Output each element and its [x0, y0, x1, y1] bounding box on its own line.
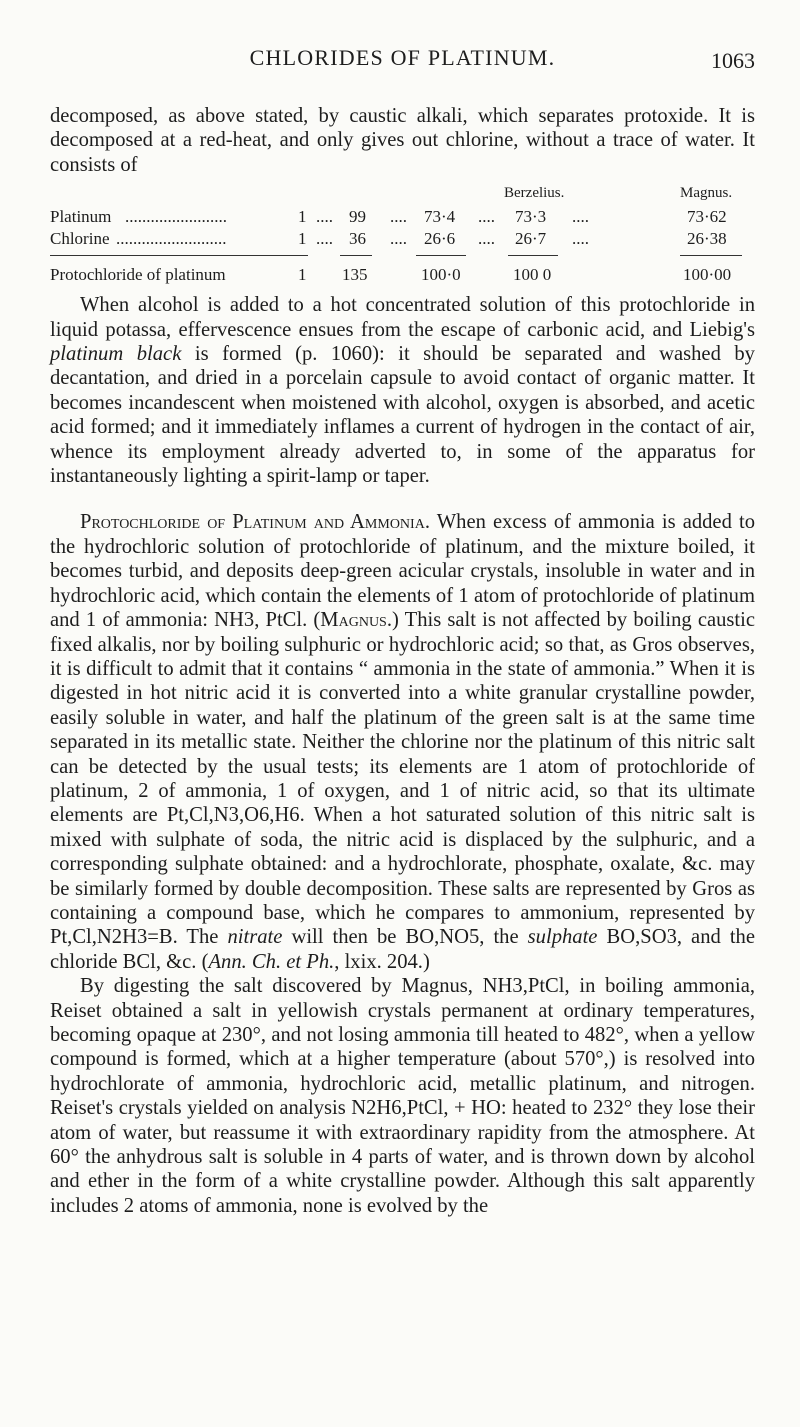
page-number: 1063: [711, 48, 755, 73]
row-chlorine-leader-2: ....: [390, 229, 407, 249]
composition-table: [50, 181, 755, 293]
running-title: CHLORIDES OF PLATINUM.: [249, 45, 556, 70]
row-chlorine-atoms: 1: [298, 229, 307, 249]
book-page: [50, 0, 755, 1218]
section-heading: Protochloride of Platinum and Ammonia.: [80, 511, 430, 534]
platinum-black-paragraph: [50, 293, 755, 488]
row-platinum-berzelius: 73·3: [515, 207, 547, 227]
nitrate-term: nitrate: [227, 926, 283, 949]
row-platinum-magnus: 73·62: [687, 207, 727, 227]
header-berzelius: Berzelius.: [504, 185, 565, 202]
section-text-a: When excess of ammonia is added to the hydrochloric solution of protochloride of platinum, and the mixture boiled, it becomes turbid, and deposits deep-green acicular crystals, insoluble in water and in hydrochloric acid, which contain the elements of 1 atom of protochloride of platinum and 1 of ammonia: NH3, PtCl. (: [50, 511, 755, 632]
total-name: Protochloride of platinum: [50, 265, 226, 285]
row-platinum-name: Platinum: [50, 207, 112, 227]
page-header: [50, 0, 755, 104]
row-platinum-percent: 73·4: [424, 207, 456, 227]
total-percent: 100·0: [421, 265, 461, 285]
row-chlorine-leader: ..........................: [116, 229, 227, 249]
row-chlorine-leader-4: ....: [572, 229, 589, 249]
sum-rule-weight: [340, 255, 372, 256]
row-chlorine-name: Chlorine: [50, 229, 110, 249]
row-platinum-leader: ........................: [125, 207, 227, 227]
header-magnus: Magnus.: [680, 185, 733, 202]
total-berzelius: 100 0: [513, 265, 552, 285]
row-chlorine-percent: 26·6: [424, 229, 456, 249]
row-platinum-weight: 99: [349, 207, 366, 227]
row-platinum-atoms: 1: [298, 207, 307, 227]
journal-citation: Ann. Ch. et Ph.: [208, 950, 335, 973]
total-atoms: 1: [298, 265, 307, 285]
section-text-c: will then be BO,NO5, the: [282, 926, 528, 949]
sum-rule-berzelius: [508, 255, 558, 256]
section-text-b: ) This salt is not affected by boiling caustic fixed alkalis, nor by boiling sulphuric or hydrochloric acid; so that, as Gros observes, it is difficult to admit that it contains “ ammonia in the state of ammonia.” When it is digested in hot nitric acid it is converted into a white granular crystalline powder, easily soluble in water, and half the platinum of the green salt is at the same time separated in its metallic state. Neither the chlorine nor the platinum of this nitric salt can be detected by the usual tests; its elements are 1 atom of protochloride of platinum, 2 of ammonia, 1 of oxygen, and 1 of nitric acid, so that its ultimate elements are Pt,Cl,N3,O6,H6. When a hot saturated solution of this nitric salt is mixed with sulphate of soda, the nitric acid is displaced by the sulphuric, and a corresponding sulphate obtained: and a hydrochlorate, phosphate, oxalate, &c. may be similarly formed by double decomposition. These salts are represented by Gros as containing a compound base, which he compares to ammonium, represented by Pt,Cl,N2H3=B. The: [50, 609, 756, 949]
sulphate-term: sulphate: [527, 926, 598, 949]
sum-rule-names: [50, 255, 308, 256]
row-platinum-leader-2: ....: [390, 207, 407, 227]
section-gap: [50, 488, 755, 510]
ammonia-section-paragraph: [50, 510, 755, 974]
row-platinum-leader-3: ....: [478, 207, 495, 227]
magnus-citation: Magnus.: [320, 609, 392, 632]
row-chlorine-leader-1: ....: [316, 229, 333, 249]
sum-rule-magnus: [680, 255, 742, 256]
row-chlorine-weight: 36: [349, 229, 366, 249]
total-weight: 135: [342, 265, 368, 285]
row-platinum-leader-1: ....: [316, 207, 333, 227]
section-text-e: , lxix. 204.): [334, 950, 430, 973]
para1-text-a: When alcohol is added to a hot concentrated solution of this protochloride in liquid potassa, effervescence ensues from the escape of carbonic acid, and Liebig's: [50, 294, 755, 341]
row-chlorine-leader-3: ....: [478, 229, 495, 249]
para1-text-b: is formed (p. 1060): it should be separated and washed by decantation, and dried in a porcelain capsule to avoid contact of organic matter. It becomes incandescent when moistened with alcohol, oxygen is absorbed, and acetic acid formed; and it immediately inflames a current of hydrogen in the contact of air, whence its employment already adverted to, in some of the apparatus for instantaneously lighting a spirit-lamp or taper.: [50, 343, 755, 488]
total-magnus: 100·00: [683, 265, 732, 285]
row-chlorine-berzelius: 26·7: [515, 229, 547, 249]
row-chlorine-magnus: 26·38: [687, 229, 727, 249]
sum-rule-percent: [416, 255, 466, 256]
intro-paragraph: decomposed, as above stated, by caustic alkali, which separates protoxide. It is decomposed at a red-heat, and only gives out chlorine, without a trace of water. It consists of: [50, 105, 755, 176]
platinum-black-term: platinum black: [50, 343, 182, 366]
reiset-paragraph: By digesting the salt discovered by Magnus, NH3,PtCl, in boiling ammonia, Reiset obtained a salt in yellowish crystals permanent at ordinary temperatures, becoming opaque at 230°, and not losing ammonia till heated to 482°, when a yellow compound is formed, which at a higher temperature (about 570°,) is resolved into hydrochlorate of ammonia, hydrochloric acid, metallic platinum, and nitrogen. Reiset's crystals yielded on analysis N2H6,PtCl, + HO: heated to 232° they lose their atom of water, but reassume it with extraordinary rapidity from the atmosphere. At 60° the anhydrous salt is soluble in 4 parts of water, and is thrown down by alcohol and ether in the form of a white crystalline powder. Although this salt apparently includes 2 atoms of ammonia, none is evolved by the: [50, 975, 755, 1217]
section-text-d: BO,SO3, and the chloride BCl, &c. (: [50, 926, 755, 973]
row-platinum-leader-4: ....: [572, 207, 589, 227]
